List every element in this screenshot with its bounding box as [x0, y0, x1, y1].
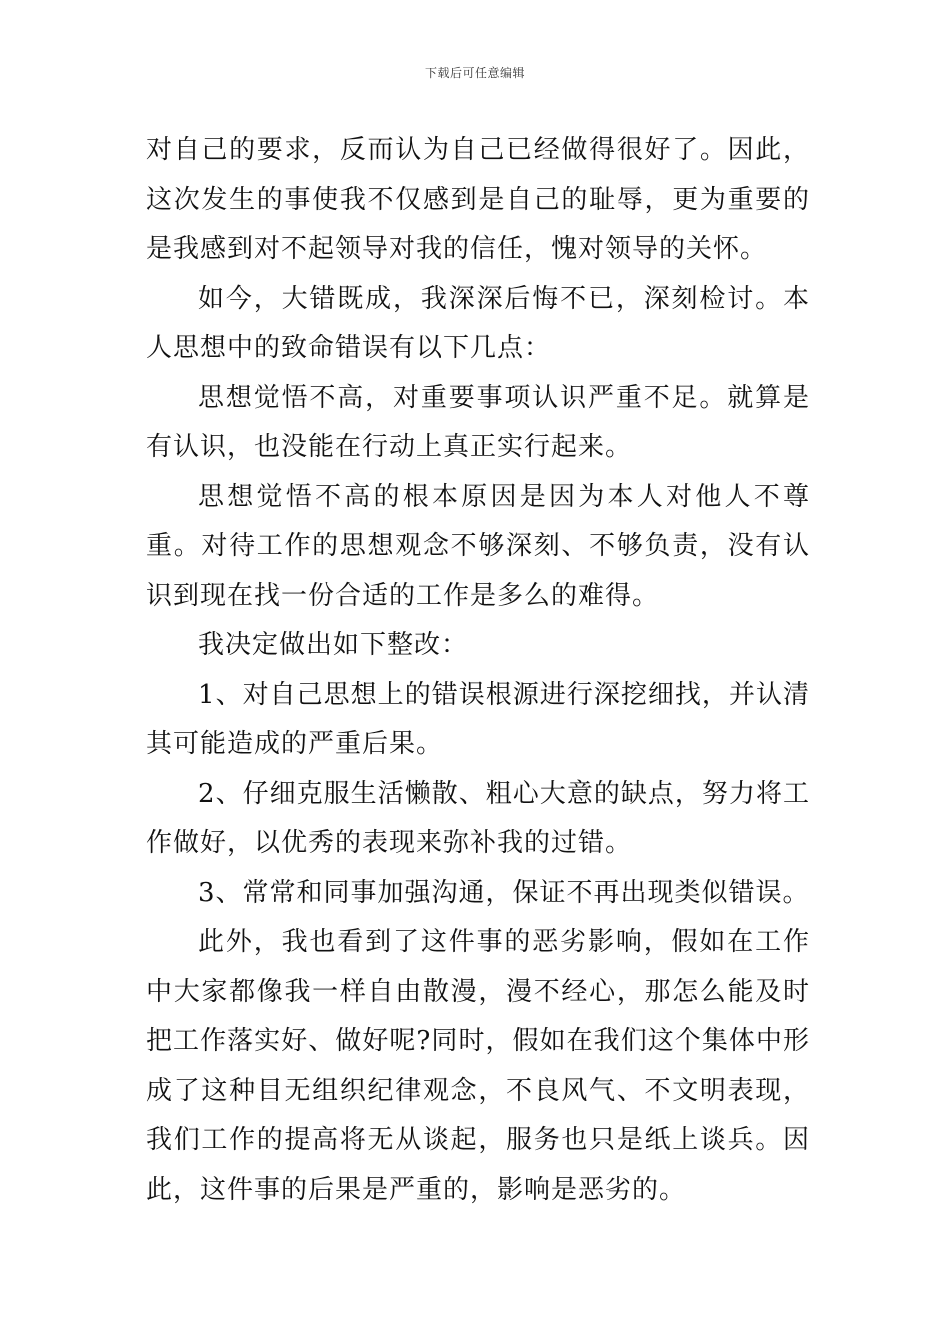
document-body — [146, 126, 810, 1215]
page-header: 下载后可任意编辑 — [424, 66, 525, 80]
paragraph-awareness: 思想觉悟不高，对重要事项认识严重不足。就算是有认识，也没能在行动上真正实行起来。 — [146, 382, 810, 462]
paragraph-continuation: 对自己的要求，反而认为自己已经做得很好了。因此，这次发生的事使我不仅感到是自己的耻辱，更为重要的是我感到对不起领导对我的信任，愧对领导的关怀。 — [146, 135, 810, 264]
paragraph-consequences: 此外，我也看到了这件事的恶劣影响，假如在工作中大家都像我一样自由散漫，漫不经心，那怎么能及时把工作落实好、做好呢?同时，假如在我们这个集体中形成了这种目无组织纪律观念，不良风气、不文明表现，我们工作的提高将无从谈起，服务也只是纸上谈兵。因此，这件事的后果是严重的，影响是恶劣的。 — [146, 927, 810, 1205]
list-item-3: 3、常常和同事加强沟通，保证不再出现类似错误。 — [198, 877, 810, 908]
paragraph-root-cause: 思想觉悟不高的根本原因是因为本人对他人不尊重。对待工作的思想观念不够深刻、不够负责，没有认识到现在找一份合适的工作是多么的难得。 — [146, 481, 810, 611]
list-item-1: 1、对自己思想上的错误根源进行深挖细找，并认清其可能造成的严重后果。 — [146, 679, 810, 759]
list-item-2: 2、仔细克服生活懒散、粗心大意的缺点，努力将工作做好，以优秀的表现来弥补我的过错。 — [146, 778, 810, 858]
paragraph-rectification-intro: 我决定做出如下整改： — [198, 630, 469, 660]
paragraph-regret: 如今，大错既成，我深深后悔不已，深刻检讨。本人思想中的致命错误有以下几点： — [146, 283, 810, 363]
